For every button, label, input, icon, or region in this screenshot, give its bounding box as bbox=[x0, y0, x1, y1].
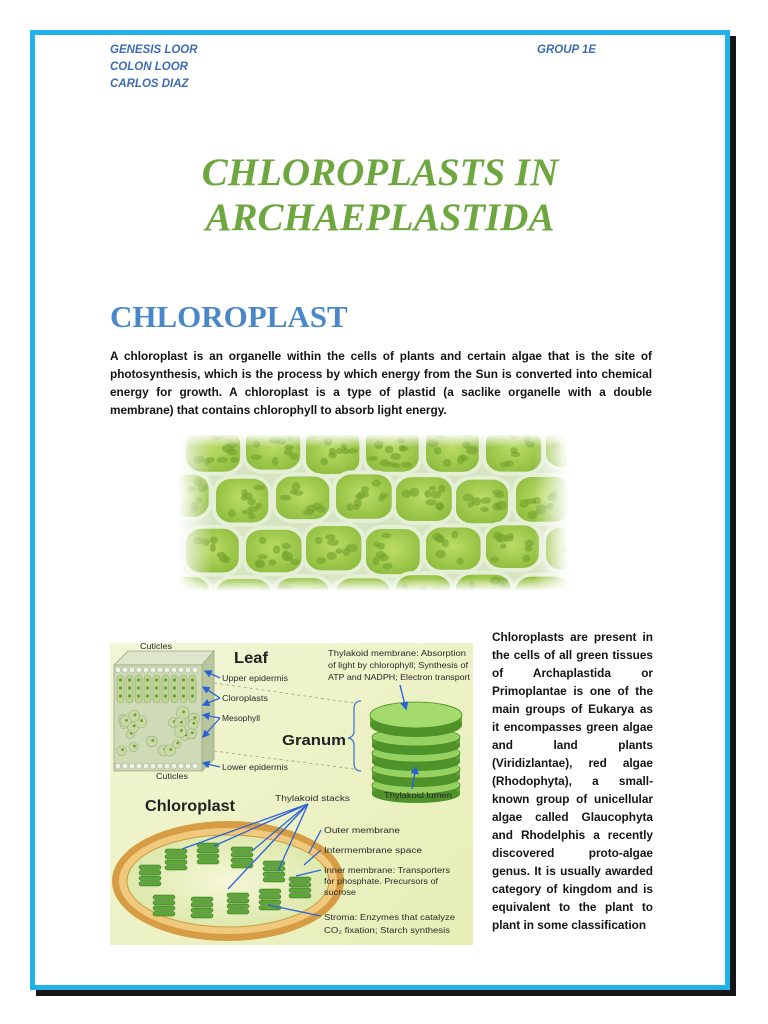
document-title bbox=[30, 150, 730, 240]
author-list bbox=[110, 42, 198, 93]
chloroplast-dot bbox=[372, 557, 379, 566]
leaf-chloroplast-dot bbox=[164, 678, 167, 681]
chloroplast-dot bbox=[466, 446, 478, 455]
thylakoid-disc bbox=[227, 910, 249, 915]
leaf-chloroplast-dot bbox=[176, 742, 179, 745]
leaf-chloroplast-dot bbox=[119, 686, 122, 689]
thylakoid-disc bbox=[259, 889, 281, 894]
intro-paragraph: A chloroplast is an organelle within the cells of plants and certain algae that is the site of photosynthesis, which is the process by which energy from the Sun is converted into chemical energy for growth. A chloroplast is a type of plastid (a saclike organelle with a double membrane) that contains chlorophyll to absorb light energy. bbox=[110, 349, 652, 417]
chloroplast-dot bbox=[355, 493, 363, 500]
leaf-chloroplast-dot bbox=[191, 686, 194, 689]
leaf-chloroplast-dot bbox=[182, 694, 185, 697]
chloroplast-dot bbox=[228, 509, 235, 517]
label-thylakoid-membrane-line-1: Thylakoid membrane: Absorption bbox=[328, 648, 467, 658]
diagram-svg bbox=[110, 643, 473, 945]
epidermis-cell bbox=[129, 667, 135, 673]
epidermis-cell bbox=[115, 763, 121, 769]
thylakoid-disc bbox=[227, 893, 249, 898]
leaf-chloroplast-dot bbox=[121, 748, 124, 751]
epidermis-cell bbox=[185, 763, 191, 769]
chloroplast-dot bbox=[385, 462, 396, 467]
chloroplast-dot bbox=[496, 537, 502, 542]
leaf-chloroplast-dot bbox=[119, 694, 122, 697]
epidermis-cell bbox=[150, 763, 156, 769]
leaf-chloroplast-dot bbox=[151, 739, 154, 742]
chloroplast-dot bbox=[496, 501, 507, 510]
label-thylakoid-membrane-line-3: ATP and NADPH; Electron transport bbox=[328, 672, 471, 682]
leaf-chloroplast-dot bbox=[173, 686, 176, 689]
chloroplast-dot bbox=[443, 459, 452, 467]
label-cloroplasts: Cloroplasts bbox=[222, 693, 268, 703]
label-intermembrane-space: Intermembrane space bbox=[324, 845, 423, 855]
leaf-chloroplast-dot bbox=[169, 748, 172, 751]
chloroplast-dot bbox=[381, 533, 391, 538]
thylakoid-disc bbox=[289, 894, 311, 899]
thylakoid-disc bbox=[139, 865, 161, 870]
epidermis-cell bbox=[122, 667, 128, 673]
label-inner-membrane-line-2: for phosphate. Precursors of bbox=[324, 876, 439, 886]
chloroplast-dot bbox=[325, 534, 335, 540]
spongy-cell bbox=[188, 719, 198, 729]
chloroplast-dot bbox=[503, 536, 514, 542]
thylakoid-disc bbox=[259, 906, 281, 911]
chloroplast-dot bbox=[242, 509, 254, 514]
chloroplast-dot bbox=[353, 504, 359, 510]
thylakoid-disc bbox=[165, 866, 187, 871]
thylakoid-disc bbox=[259, 895, 281, 900]
chloroplast-dot bbox=[372, 480, 381, 487]
thylakoid-disc bbox=[165, 855, 187, 860]
thylakoid-disc bbox=[191, 897, 213, 902]
chloroplast-dot bbox=[280, 495, 292, 501]
photo-fade-top bbox=[178, 435, 568, 447]
author-name: COLON LOOR bbox=[110, 61, 188, 73]
label-outer-membrane: Outer membrane bbox=[324, 825, 401, 835]
thylakoid-disc bbox=[165, 860, 187, 865]
thylakoid-disc bbox=[153, 912, 175, 917]
label-thylakoid-stacks: Thylakoid stacks bbox=[275, 793, 350, 803]
thylakoid-disc bbox=[191, 908, 213, 913]
chloroplast-dot bbox=[303, 509, 314, 515]
chloroplast-dot bbox=[259, 537, 266, 544]
thylakoid-disc bbox=[191, 903, 213, 908]
chloroplast-dot bbox=[376, 543, 384, 550]
thylakoid-disc bbox=[139, 882, 161, 887]
epidermis-cell bbox=[178, 667, 184, 673]
chloroplast-dot bbox=[346, 503, 353, 511]
spongy-cell bbox=[146, 736, 157, 747]
spongy-cell bbox=[164, 745, 175, 756]
chloroplast-dot bbox=[244, 492, 253, 500]
plant-cells-photo bbox=[178, 435, 568, 590]
leaf-chloroplast-dot bbox=[173, 678, 176, 681]
chloroplast-dot bbox=[481, 497, 492, 504]
thylakoid-disc bbox=[263, 872, 285, 877]
chloroplast-dot bbox=[511, 452, 521, 457]
plant-cell bbox=[394, 475, 454, 523]
thylakoid-disc bbox=[263, 867, 285, 872]
leaf-chloroplast-dot bbox=[137, 686, 140, 689]
photo-fade-left bbox=[178, 435, 212, 590]
epidermis-cell bbox=[164, 763, 170, 769]
spongy-cell bbox=[176, 706, 189, 719]
chloroplast-dot bbox=[361, 486, 369, 493]
chloroplast-dot bbox=[435, 550, 446, 559]
leaf-chloroplast-dot bbox=[125, 719, 128, 722]
chloroplast-dot bbox=[424, 490, 431, 498]
leaf-chloroplast-dot bbox=[133, 745, 136, 748]
chloroplast-dot bbox=[219, 555, 229, 563]
thylakoid-disc bbox=[289, 877, 311, 882]
plant-cell bbox=[484, 523, 541, 570]
epidermis-cell bbox=[192, 667, 198, 673]
chloroplast-dot bbox=[383, 563, 393, 570]
leaf-chloroplast-dot bbox=[137, 678, 140, 681]
chloroplast-dot bbox=[255, 561, 265, 568]
leaf-chloroplast-dot bbox=[180, 721, 183, 724]
spongy-cell bbox=[117, 746, 127, 756]
chloroplast-anatomy-diagram bbox=[110, 643, 473, 945]
chloroplast-dot bbox=[401, 462, 412, 468]
chloroplast-dot bbox=[367, 456, 378, 461]
chloroplast-dot bbox=[430, 491, 441, 499]
thylakoid-disc bbox=[289, 888, 311, 893]
chloroplast-dot bbox=[457, 456, 464, 464]
leaf-chloroplast-dot bbox=[119, 678, 122, 681]
cells-layer bbox=[178, 435, 568, 590]
group-label: GROUP 1E bbox=[537, 44, 597, 56]
thylakoid-disc bbox=[289, 883, 311, 888]
thylakoid-disc bbox=[263, 878, 285, 883]
leaf-chloroplast-dot bbox=[146, 686, 149, 689]
leaf-chloroplast-dot bbox=[155, 694, 158, 697]
chloroplast-dot bbox=[429, 486, 437, 491]
chloroplast-dot bbox=[379, 492, 388, 498]
chloroplast-dot bbox=[409, 488, 419, 497]
thylakoid-disc bbox=[231, 847, 253, 852]
chloroplast-dot bbox=[253, 485, 265, 490]
chloroplast-dot bbox=[425, 499, 436, 505]
thylakoid-disc bbox=[139, 876, 161, 881]
label-chloroplast: Chloroplast bbox=[145, 798, 236, 815]
chloroplast-dot bbox=[282, 550, 288, 557]
chloroplast-dot bbox=[326, 552, 336, 560]
label-cuticles-bottom: Cuticles bbox=[156, 771, 188, 781]
chloroplast-dot bbox=[255, 503, 262, 509]
chloroplast-dot bbox=[272, 457, 279, 466]
chloroplast-dot bbox=[451, 531, 458, 539]
epidermis-cell bbox=[143, 667, 149, 673]
epidermis-cell bbox=[164, 667, 170, 673]
epidermis-cell bbox=[178, 763, 184, 769]
thylakoid-disc bbox=[139, 871, 161, 876]
spongy-cell bbox=[120, 716, 131, 727]
label-granum: Granum bbox=[282, 732, 346, 749]
chloroplast-dot bbox=[257, 554, 267, 559]
leaf-chloroplast-dot bbox=[164, 694, 167, 697]
chloroplast-dot bbox=[273, 545, 281, 554]
leaf-block-top-face bbox=[114, 651, 214, 665]
spongy-cell bbox=[174, 725, 186, 737]
chloroplast-dot bbox=[216, 457, 228, 463]
chloroplast-dot bbox=[500, 462, 510, 467]
leaf-chloroplast-dot bbox=[191, 731, 194, 734]
spongy-cell bbox=[129, 743, 138, 752]
label-mesophyll: Mesophyll bbox=[222, 713, 261, 723]
thylakoid-disc bbox=[153, 895, 175, 900]
thylakoid-disc bbox=[197, 849, 219, 854]
label-upper-epidermis: Upper epidermis bbox=[222, 673, 288, 683]
leaf-chloroplast-dot bbox=[194, 716, 197, 719]
chloroplast-dot bbox=[290, 489, 298, 494]
thylakoid-disc bbox=[227, 904, 249, 909]
label-inner-membrane-line-3: sucrose bbox=[324, 887, 357, 897]
chloroplast-dot bbox=[336, 548, 343, 554]
chloroplast-dot bbox=[316, 557, 326, 564]
plant-cell bbox=[364, 527, 422, 576]
chloroplast-dot bbox=[284, 449, 293, 455]
author-name: CARLOS DIAZ bbox=[110, 78, 189, 90]
epidermis-cell bbox=[115, 667, 121, 673]
label-leaf: Leaf bbox=[234, 650, 269, 667]
section-heading: CHLOROPLAST bbox=[110, 299, 348, 334]
label-cuticles-top: Cuticles bbox=[140, 643, 172, 651]
granum-disc-top bbox=[370, 702, 462, 728]
leaf-block-side-face bbox=[202, 651, 214, 771]
epidermis-cell bbox=[150, 667, 156, 673]
leaf-chloroplast-dot bbox=[128, 686, 131, 689]
epidermis-cell bbox=[185, 667, 191, 673]
leaf-chloroplast-dot bbox=[192, 722, 195, 725]
leaf-chloroplast-dot bbox=[191, 694, 194, 697]
granum-disc-stack bbox=[370, 702, 462, 803]
epidermis-cell bbox=[192, 763, 198, 769]
leaf-chloroplast-dot bbox=[191, 678, 194, 681]
leaf-chloroplast-dot bbox=[128, 694, 131, 697]
leaf-chloroplast-dot bbox=[182, 710, 185, 713]
label-stroma-line-2: CO₂ fixation; Starch synthesis bbox=[324, 925, 450, 935]
chloroplast-dot bbox=[467, 502, 474, 508]
epidermis-cell bbox=[122, 763, 128, 769]
epidermis-cell bbox=[136, 667, 142, 673]
chloroplast-dot bbox=[456, 557, 464, 564]
leaf-chloroplast-dot bbox=[182, 686, 185, 689]
leaf-chloroplast-dot bbox=[137, 694, 140, 697]
chloroplast-dot bbox=[434, 447, 442, 455]
title-line-2: ARCHAEPLASTIDA bbox=[205, 196, 555, 239]
chloroplast-dot bbox=[315, 537, 323, 544]
leaf-chloroplast-dot bbox=[182, 678, 185, 681]
leaf-chloroplast-dot bbox=[180, 729, 183, 732]
label-stroma-line-1: Stroma: Enzymes that catalyze bbox=[324, 912, 456, 922]
leaf-chloroplast-dot bbox=[155, 686, 158, 689]
plant-cell bbox=[214, 477, 270, 525]
epidermis-cell bbox=[143, 763, 149, 769]
photo-fade-bottom bbox=[178, 578, 568, 590]
side-column-text: Chloroplasts are present in the cells of all green tissues of Archaplastida or Primoplantae is one of the main groups of Eukarya as it encompasses green algae and land plants (Viridizlantae), red algae (Rhodophyta), a small-known group of unicellular algae called Glaucophyta and Rhodelphis a recently discovered proto-algae genus. It is usually awarded category of kingdom and is equivalent to the plant to plant in some classification bbox=[492, 630, 653, 932]
thylakoid-disc bbox=[231, 853, 253, 858]
chloroplast-dot bbox=[230, 457, 239, 463]
leaf-chloroplast-dot bbox=[164, 686, 167, 689]
chloroplast-dot bbox=[346, 543, 358, 552]
chloroplast-dot bbox=[494, 493, 504, 498]
thylakoid-disc bbox=[227, 899, 249, 904]
epidermis-cell bbox=[171, 667, 177, 673]
thylakoid-disc bbox=[191, 914, 213, 919]
leaf-chloroplast-dot bbox=[128, 678, 131, 681]
chloroplast-dot bbox=[480, 507, 488, 512]
label-inner-membrane-line-1: Inner membrane: Transporters bbox=[324, 865, 450, 875]
thylakoid-disc bbox=[197, 860, 219, 865]
label-thylakoid-membrane-line-2: of light by chlorophyll; Synthesis of bbox=[328, 660, 469, 670]
chloroplast-dot bbox=[281, 543, 291, 550]
leaf-chloroplast-dot bbox=[173, 694, 176, 697]
label-thylakoid-lumen: Thylakoid lumen bbox=[384, 790, 453, 800]
chloroplast-dot bbox=[390, 453, 401, 460]
chloroplast-dot bbox=[251, 454, 262, 460]
chloroplast-dot bbox=[432, 533, 441, 541]
title-line-1: CHLOROPLASTS IN bbox=[201, 151, 559, 194]
thylakoid-disc bbox=[197, 854, 219, 859]
epidermis-cell bbox=[129, 763, 135, 769]
chloroplast-dot bbox=[500, 543, 506, 548]
chloroplast-dot bbox=[316, 506, 326, 512]
chloroplast-dot bbox=[269, 559, 277, 565]
thylakoid-disc bbox=[165, 849, 187, 854]
plant-cells-svg bbox=[178, 435, 568, 590]
leaf-chloroplast-dot bbox=[155, 678, 158, 681]
leaf-chloroplast-dot bbox=[146, 694, 149, 697]
chloroplast-dot bbox=[520, 499, 529, 508]
chloroplast-dot bbox=[525, 545, 532, 552]
thylakoid-disc bbox=[153, 906, 175, 911]
thylakoid-disc bbox=[259, 900, 281, 905]
chloroplast-dot bbox=[320, 458, 328, 466]
epidermis-cell bbox=[136, 763, 142, 769]
label-lower-epidermis: Lower epidermis bbox=[222, 762, 288, 772]
thylakoid-disc bbox=[153, 901, 175, 906]
thylakoid-disc bbox=[231, 858, 253, 863]
author-name: GENESIS LOOR bbox=[110, 44, 198, 56]
chloroplast-dot bbox=[523, 555, 531, 562]
epidermis-cell bbox=[171, 763, 177, 769]
leaf-chloroplast-dot bbox=[134, 713, 137, 716]
leaf-chloroplast-dot bbox=[140, 719, 143, 722]
epidermis-cell bbox=[157, 667, 163, 673]
leaf-chloroplast-dot bbox=[146, 678, 149, 681]
chloroplast-dot bbox=[290, 559, 300, 565]
photo-fade-right bbox=[534, 435, 568, 590]
epidermis-cell bbox=[157, 763, 163, 769]
chloroplast-dot bbox=[437, 503, 444, 510]
chloroplast-dot bbox=[379, 554, 389, 561]
chloroplast-dot bbox=[490, 557, 499, 563]
chloroplast-dot bbox=[329, 448, 336, 456]
